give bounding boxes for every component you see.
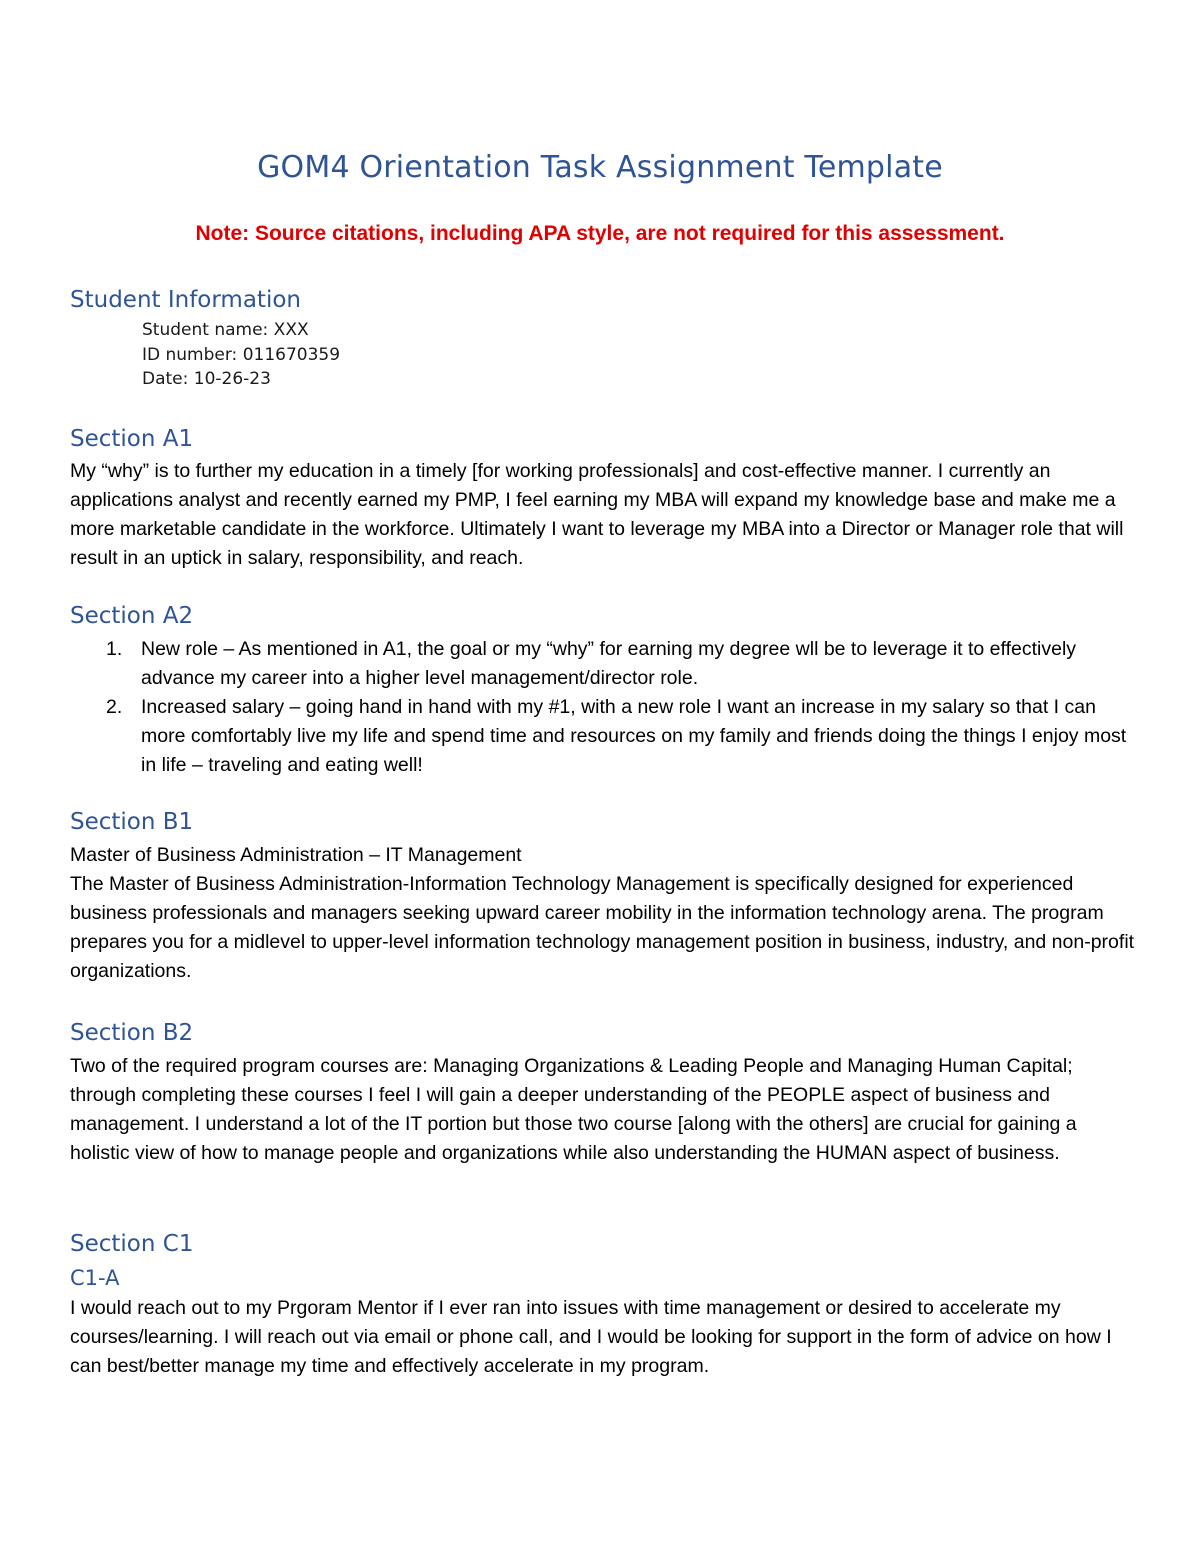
heading-student-information: Student Information — [70, 287, 301, 313]
heading-section-a2: Section A2 — [70, 603, 194, 629]
list-item-number: 1. — [106, 638, 123, 660]
section-c1-a-text: I would reach out to my Prgoram Mentor if I ever ran into issues with time management or desired to accelerate my courses/learning. I will reach out via email or phone call, and I would be looking for support in the form of advice on how I can best/better manage my time and effectively accelerate in my program. — [70, 1297, 1112, 1377]
section-a2-list — [70, 635, 1140, 780]
document-page — [70, 0, 1140, 1553]
student-name: Student name: XXX — [142, 320, 309, 340]
list-item — [70, 635, 1140, 693]
list-item-text: New role – As mentioned in A1, the goal or my “why” for earning my degree wll be to leverage it to effectively advance my career into a higher level management/director role. — [141, 638, 1077, 689]
student-id: ID number: 011670359 — [142, 344, 341, 365]
heading-section-a1: Section A1 — [70, 426, 194, 452]
citation-note: Note: Source citations, including APA style, are not required for this assessment. — [195, 222, 1005, 245]
section-a1-text: My “why” is to further my education in a timely [for working professionals] and cost-effective manner. I currently an applications analyst and recently earned my PMP, I feel earning my MBA will expand my knowledge base and make me a more marketable candidate in the workforce. Ultimately I want to leverage my MBA into a Director or Manager role that will result in an uptick in salary, responsibility, and reach. — [70, 460, 1124, 569]
section-b1-program: Master of Business Administration – IT Management — [70, 844, 522, 866]
student-date: Date: 10-26-23 — [142, 369, 271, 389]
list-item — [70, 693, 1140, 780]
heading-section-c1: Section C1 — [70, 1231, 194, 1257]
subheading-c1-a: C1-A — [70, 1266, 120, 1290]
student-info-block — [142, 318, 340, 392]
list-item-text: Increased salary – going hand in hand with my #1, with a new role I want an increase in my salary so that I can more comfortably live my life and spend time and resources on my family and friends doing the things I enjoy most in life – traveling and eating well! — [141, 696, 1127, 776]
heading-section-b1: Section B1 — [70, 809, 194, 835]
heading-section-b2: Section B2 — [70, 1020, 194, 1046]
section-b2-text: Two of the required program courses are: Managing Organizations & Leading People and Managing Human Capital; through completing these courses I feel I will gain a deeper understanding of the PEOPLE aspect of business and management. I understand a lot of the IT portion but those two course [along with the others] are crucial for gaining a holistic view of how to manage people and organizations while also understanding the HUMAN aspect of business. — [70, 1055, 1077, 1164]
list-item-number: 2. — [106, 696, 123, 718]
document-title: GOM4 Orientation Task Assignment Template — [257, 150, 943, 185]
section-b1-text: The Master of Business Administration-Information Technology Management is specifically designed for experienced business professionals and managers seeking upward career mobility in the information technology arena. The program prepares you for a midlevel to upper-level information technology management position in business, industry, and non-profit organizations. — [70, 873, 1135, 982]
